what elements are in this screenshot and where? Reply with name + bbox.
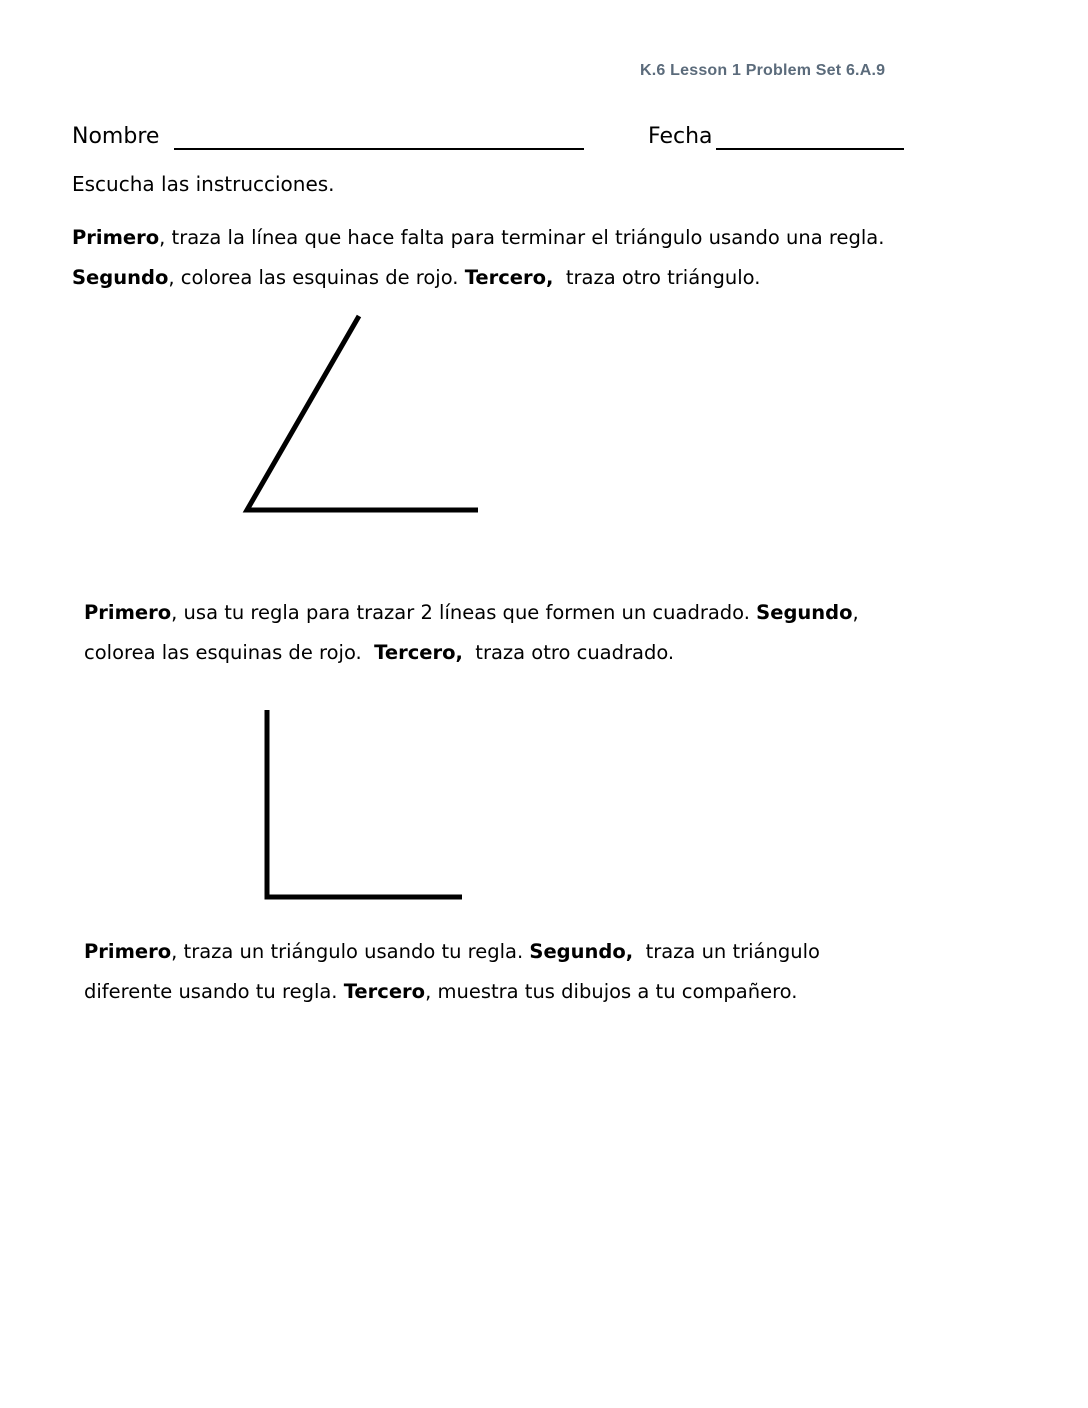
instruction-line bbox=[72, 218, 884, 258]
instruction-line bbox=[84, 972, 820, 1012]
step-first: Primero bbox=[84, 601, 172, 624]
instruction-text: traza un triángulo bbox=[633, 940, 820, 963]
instruction-text: , traza la línea que hace falta para terminar el triángulo usando una regla. bbox=[159, 226, 885, 249]
instruction-line bbox=[84, 593, 859, 633]
instruction-text: diferente usando tu regla. bbox=[84, 980, 344, 1003]
step-second: Segundo, bbox=[529, 940, 634, 963]
instruction-line bbox=[84, 633, 859, 673]
step-third: Tercero bbox=[343, 980, 426, 1003]
instruction-text: , bbox=[852, 601, 859, 624]
instruction-text: , usa tu regla para trazar 2 líneas que formen un cuadrado. bbox=[171, 601, 757, 624]
listen-instructions: Escucha las instrucciones. bbox=[72, 172, 335, 196]
step-third: Tercero, bbox=[374, 641, 463, 664]
name-label: Nombre bbox=[72, 124, 160, 149]
step-first: Primero bbox=[84, 940, 172, 963]
instruction-text: , traza un triángulo usando tu regla. bbox=[171, 940, 530, 963]
step-first: Primero bbox=[72, 226, 160, 249]
instruction-line bbox=[84, 932, 820, 972]
square-two-sides bbox=[267, 710, 462, 897]
instruction-text: traza otro triángulo. bbox=[553, 266, 761, 289]
triangle-instructions bbox=[72, 218, 884, 298]
step-second: Segundo bbox=[756, 601, 853, 624]
date-blank-line[interactable] bbox=[716, 148, 904, 150]
lesson-code: K.6 Lesson 1 Problem Set 6.A.9 bbox=[640, 62, 886, 79]
date-label: Fecha bbox=[648, 124, 713, 149]
step-third: Tercero, bbox=[464, 266, 554, 289]
instruction-text: , colorea las esquinas de rojo. bbox=[168, 266, 465, 289]
free-triangle-instructions bbox=[84, 932, 820, 1012]
step-second: Segundo bbox=[72, 266, 169, 289]
name-blank-line[interactable] bbox=[174, 148, 584, 150]
triangle-two-sides bbox=[247, 316, 478, 510]
name-date-row bbox=[72, 120, 932, 160]
instruction-text: , muestra tus dibujos a tu compañero. bbox=[425, 980, 798, 1003]
square-instructions bbox=[84, 593, 859, 673]
instruction-text: traza otro cuadrado. bbox=[462, 641, 675, 664]
instruction-text: colorea las esquinas de rojo. bbox=[84, 641, 375, 664]
instruction-line bbox=[72, 258, 884, 298]
